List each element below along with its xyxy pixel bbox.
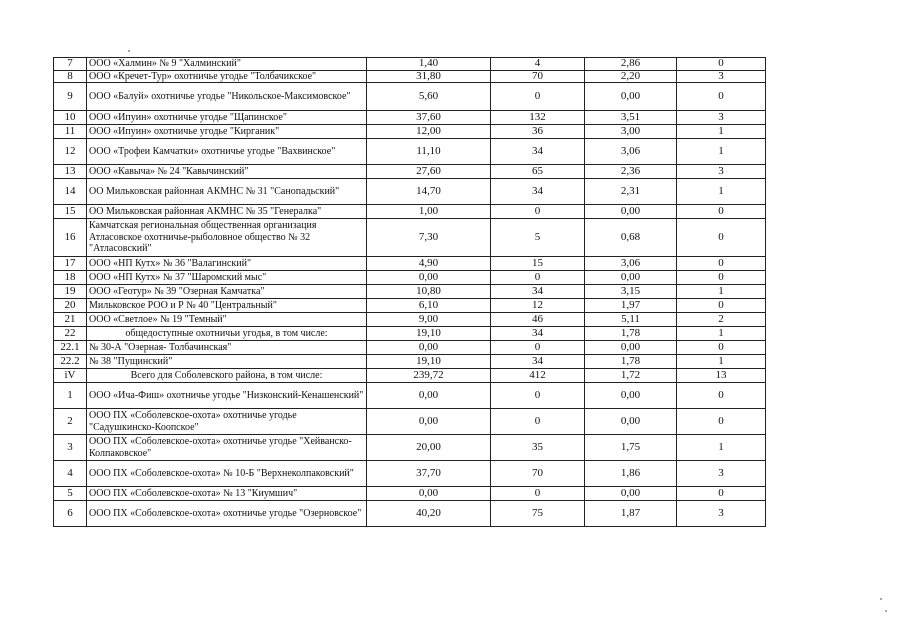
row-number-cell: 21: [54, 313, 87, 327]
quota-cell: 1: [677, 435, 766, 461]
row-number-cell: 7: [54, 58, 87, 71]
table-row: [54, 383, 766, 409]
quota-cell: 0: [677, 219, 766, 257]
area-cell: 27,60: [367, 165, 491, 179]
density-cell: 3,00: [585, 125, 677, 139]
count-cell: 34: [491, 327, 585, 341]
area-cell: 19,10: [367, 355, 491, 369]
area-cell: 37,70: [367, 461, 491, 487]
scan-speck: [880, 598, 882, 600]
organization-name-cell: ОО Мильковская районная АКМНС № 31 "Санопадьский": [87, 179, 367, 205]
organization-name-cell: Камчатская региональная общественная организация Атласовское охотничье-рыболовное общество № 32 "Атласовский": [87, 219, 367, 257]
row-number-cell: 22.1: [54, 341, 87, 355]
organization-name-cell: Мильковское РОО и Р № 40 "Центральный": [87, 299, 367, 313]
table-row: [54, 327, 766, 341]
organization-name-cell: ООО «Кавыча» № 24 "Кавычинский": [87, 165, 367, 179]
count-cell: 36: [491, 125, 585, 139]
count-cell: 412: [491, 369, 585, 383]
row-number-cell: 16: [54, 219, 87, 257]
row-number-cell: 14: [54, 179, 87, 205]
count-cell: 0: [491, 205, 585, 219]
area-cell: 239,72: [367, 369, 491, 383]
area-cell: 10,80: [367, 285, 491, 299]
density-cell: 2,31: [585, 179, 677, 205]
area-cell: 6,10: [367, 299, 491, 313]
density-cell: 2,20: [585, 70, 677, 83]
density-cell: 5,11: [585, 313, 677, 327]
density-cell: 1,72: [585, 369, 677, 383]
row-number-cell: 6: [54, 501, 87, 527]
organization-name-cell: ООО «Ипуин» охотничье угодье "Кирганик": [87, 125, 367, 139]
quota-cell: 0: [677, 341, 766, 355]
quota-cell: 1: [677, 139, 766, 165]
density-cell: 1,86: [585, 461, 677, 487]
row-number-cell: 10: [54, 111, 87, 125]
count-cell: 70: [491, 70, 585, 83]
area-cell: 7,30: [367, 219, 491, 257]
count-cell: 70: [491, 461, 585, 487]
area-cell: 19,10: [367, 327, 491, 341]
quota-cell: 13: [677, 369, 766, 383]
row-number-cell: 22: [54, 327, 87, 341]
table-body: [54, 58, 766, 527]
organization-name-cell: ООО ПХ «Соболевское-охота» № 10-Б "Верхнеколпаковский": [87, 461, 367, 487]
count-cell: 0: [491, 83, 585, 111]
quota-cell: 0: [677, 487, 766, 501]
quota-cell: 0: [677, 205, 766, 219]
quota-cell: 0: [677, 58, 766, 71]
count-cell: 15: [491, 257, 585, 271]
count-cell: 12: [491, 299, 585, 313]
organization-name-cell: ООО «Трофеи Камчатки» охотничье угодье "Вахвинское": [87, 139, 367, 165]
count-cell: 0: [491, 383, 585, 409]
count-cell: 34: [491, 179, 585, 205]
table-row: [54, 461, 766, 487]
area-cell: 0,00: [367, 487, 491, 501]
table-row: [54, 125, 766, 139]
area-cell: 12,00: [367, 125, 491, 139]
row-number-cell: 11: [54, 125, 87, 139]
area-cell: 0,00: [367, 271, 491, 285]
row-number-cell: 15: [54, 205, 87, 219]
table-row: [54, 111, 766, 125]
density-cell: 3,06: [585, 139, 677, 165]
table-row: [54, 165, 766, 179]
organization-name-cell: ООО «НП Кутх» № 37 "Шаромский мыс": [87, 271, 367, 285]
organization-name-cell: ООО «Ипуин» охотничье угодье "Щапинское": [87, 111, 367, 125]
density-cell: 1,78: [585, 327, 677, 341]
row-number-cell: 17: [54, 257, 87, 271]
area-cell: 5,60: [367, 83, 491, 111]
area-cell: 0,00: [367, 383, 491, 409]
organization-name-cell: общедоступные охотничьи угодья, в том числе:: [87, 327, 367, 341]
table-row: [54, 341, 766, 355]
organization-name-cell: ООО ПХ «Соболевское-охота» охотничье угодье "Озерновское": [87, 501, 367, 527]
row-number-cell: 4: [54, 461, 87, 487]
organization-name-cell: ООО «Светлое» № 19 "Темный": [87, 313, 367, 327]
count-cell: 0: [491, 487, 585, 501]
organization-name-cell: ООО «НП Кутх» № 36 "Валагинский": [87, 257, 367, 271]
count-cell: 0: [491, 341, 585, 355]
table-row: [54, 299, 766, 313]
table-row: [54, 409, 766, 435]
table-row: [54, 179, 766, 205]
count-cell: 46: [491, 313, 585, 327]
quota-cell: 0: [677, 409, 766, 435]
density-cell: 1,78: [585, 355, 677, 369]
density-cell: 2,36: [585, 165, 677, 179]
row-number-cell: 18: [54, 271, 87, 285]
density-cell: 3,06: [585, 257, 677, 271]
row-number-cell: 1: [54, 383, 87, 409]
table-row: [54, 257, 766, 271]
organization-name-cell: ООО «Ича-Фиш» охотничье угодье "Низконский-Кенашенский": [87, 383, 367, 409]
area-cell: 0,00: [367, 409, 491, 435]
organization-name-cell: Всего для Соболевского района, в том числе:: [87, 369, 367, 383]
count-cell: 0: [491, 271, 585, 285]
density-cell: 0,00: [585, 409, 677, 435]
density-cell: 0,00: [585, 383, 677, 409]
density-cell: 1,87: [585, 501, 677, 527]
organization-name-cell: ОО Мильковская районная АКМНС № 35 "Генералка": [87, 205, 367, 219]
area-cell: 20,00: [367, 435, 491, 461]
density-cell: 0,00: [585, 271, 677, 285]
scan-speck: [885, 610, 887, 612]
area-cell: 9,00: [367, 313, 491, 327]
table-row: [54, 355, 766, 369]
quota-cell: 3: [677, 165, 766, 179]
table-row: [54, 70, 766, 83]
row-number-cell: 22.2: [54, 355, 87, 369]
table-row: [54, 501, 766, 527]
area-cell: 11,10: [367, 139, 491, 165]
table-row: [54, 435, 766, 461]
density-cell: 2,86: [585, 58, 677, 71]
table-row: [54, 271, 766, 285]
table-row: [54, 313, 766, 327]
density-cell: 0,00: [585, 341, 677, 355]
density-cell: 3,51: [585, 111, 677, 125]
count-cell: 34: [491, 285, 585, 299]
area-cell: 37,60: [367, 111, 491, 125]
quota-cell: 0: [677, 383, 766, 409]
row-number-cell: 19: [54, 285, 87, 299]
organization-name-cell: ООО «Балуй» охотничье угодье "Никольское-Максимовское": [87, 83, 367, 111]
table-row: [54, 219, 766, 257]
density-cell: 0,00: [585, 205, 677, 219]
organization-name-cell: ООО ПХ «Соболевское-охота» охотничье угодье "Садушкинско-Коопское": [87, 409, 367, 435]
organization-name-cell: № 38 "Пущинский": [87, 355, 367, 369]
density-cell: 0,00: [585, 83, 677, 111]
area-cell: 31,80: [367, 70, 491, 83]
quota-cell: 1: [677, 355, 766, 369]
row-number-cell: 9: [54, 83, 87, 111]
scan-speck: [128, 50, 130, 52]
quota-cell: 0: [677, 83, 766, 111]
quota-cell: 0: [677, 257, 766, 271]
row-number-cell: 12: [54, 139, 87, 165]
area-cell: 14,70: [367, 179, 491, 205]
row-number-cell: 2: [54, 409, 87, 435]
row-number-cell: 5: [54, 487, 87, 501]
table-row: [54, 205, 766, 219]
quota-cell: 0: [677, 271, 766, 285]
count-cell: 34: [491, 355, 585, 369]
row-number-cell: 3: [54, 435, 87, 461]
quota-cell: 1: [677, 179, 766, 205]
count-cell: 35: [491, 435, 585, 461]
quota-cell: 3: [677, 461, 766, 487]
area-cell: 1,40: [367, 58, 491, 71]
count-cell: 5: [491, 219, 585, 257]
table-row: [54, 58, 766, 71]
density-cell: 3,15: [585, 285, 677, 299]
quota-cell: 0: [677, 299, 766, 313]
density-cell: 1,97: [585, 299, 677, 313]
quota-cell: 3: [677, 70, 766, 83]
count-cell: 34: [491, 139, 585, 165]
table-row: [54, 285, 766, 299]
count-cell: 0: [491, 409, 585, 435]
area-cell: 0,00: [367, 341, 491, 355]
hunting-grounds-table: [53, 57, 766, 527]
organization-name-cell: ООО «Кречет-Тур» охотничье угодье "Толбачикское": [87, 70, 367, 83]
density-cell: 0,00: [585, 487, 677, 501]
table-row: [54, 83, 766, 111]
count-cell: 132: [491, 111, 585, 125]
table-row: [54, 487, 766, 501]
quota-cell: 3: [677, 501, 766, 527]
area-cell: 4,90: [367, 257, 491, 271]
count-cell: 4: [491, 58, 585, 71]
table-row: [54, 369, 766, 383]
organization-name-cell: ООО ПХ «Соболевское-охота» охотничье угодье "Хейванско-Колпаковское": [87, 435, 367, 461]
quota-cell: 2: [677, 313, 766, 327]
organization-name-cell: ООО «Халмин» № 9 "Халминский": [87, 58, 367, 71]
row-number-cell: 20: [54, 299, 87, 313]
quota-cell: 1: [677, 285, 766, 299]
count-cell: 75: [491, 501, 585, 527]
organization-name-cell: № 30-А "Озерная- Толбачинская": [87, 341, 367, 355]
row-number-cell: 8: [54, 70, 87, 83]
organization-name-cell: ООО ПХ «Соболевское-охота» № 13 "Киумшич": [87, 487, 367, 501]
density-cell: 1,75: [585, 435, 677, 461]
area-cell: 1,00: [367, 205, 491, 219]
area-cell: 40,20: [367, 501, 491, 527]
table-row: [54, 139, 766, 165]
row-number-cell: 13: [54, 165, 87, 179]
count-cell: 65: [491, 165, 585, 179]
density-cell: 0,68: [585, 219, 677, 257]
row-number-cell: iV: [54, 369, 87, 383]
quota-cell: 1: [677, 327, 766, 341]
quota-cell: 3: [677, 111, 766, 125]
quota-cell: 1: [677, 125, 766, 139]
organization-name-cell: ООО «Геотур» № 39 "Озерная Камчатка": [87, 285, 367, 299]
